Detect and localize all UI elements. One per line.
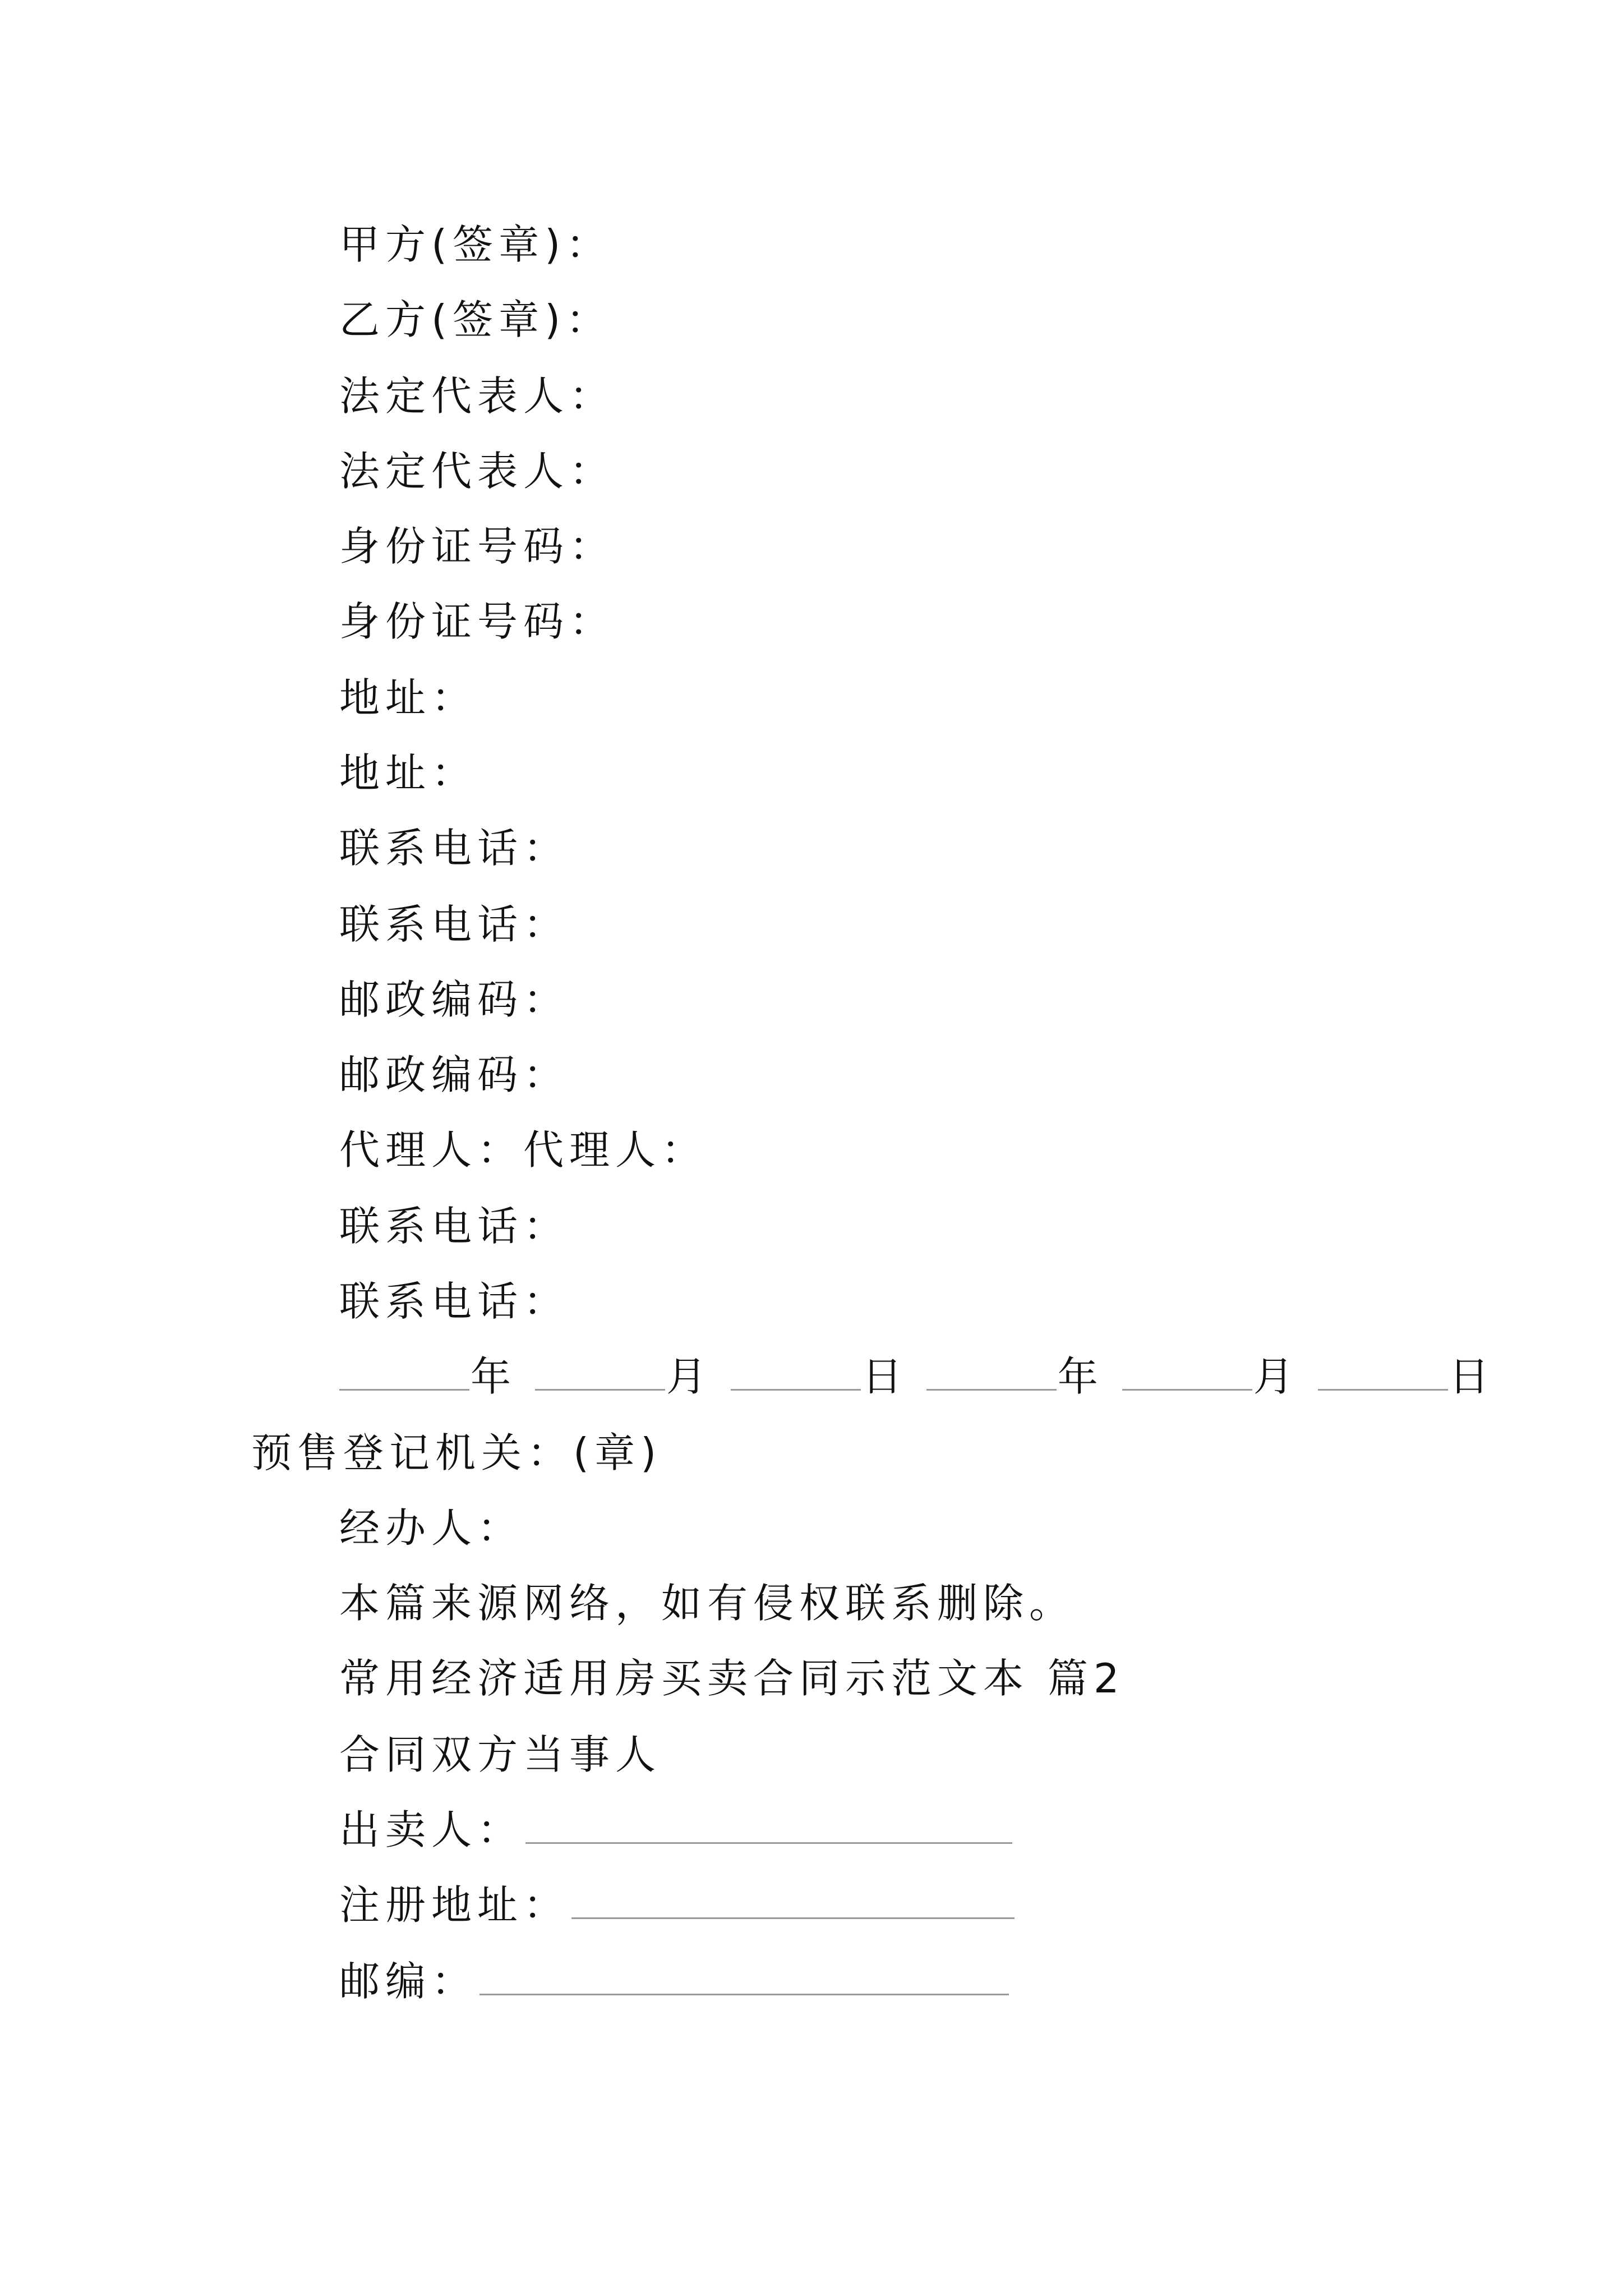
party-a-signature-label: 甲方(签章)：: [339, 221, 612, 268]
agent-labels: 代理人：代理人：: [339, 1126, 708, 1174]
address-label-a: 地址：: [339, 674, 478, 721]
phone-label-b: 联系电话：: [339, 901, 570, 948]
legal-representative-label-b: 法定代表人：: [339, 448, 616, 495]
address-label-b: 地址：: [339, 749, 478, 797]
registration-office-label: 预售登记机关：(章): [251, 1429, 662, 1476]
registered-address-line: [339, 1871, 1017, 1939]
id-number-label-a: 身份证号码：: [339, 523, 616, 570]
phone-label-a: 联系电话：: [339, 825, 570, 872]
date-unit-month: 月: [666, 1353, 712, 1400]
legal-representative-label-a: 法定代表人：: [339, 372, 616, 420]
postcode-label: 邮编：: [339, 1958, 478, 2005]
seller-label: 出卖人：: [339, 1806, 524, 1853]
parties-heading: 合同双方当事人: [339, 1731, 662, 1778]
seller-blank: [525, 1802, 1012, 1844]
party-b-signature-label: 乙方(签章)：: [339, 296, 612, 343]
postal-code-label-a: 邮政编码：: [339, 976, 570, 1023]
date-blank: [339, 1354, 469, 1391]
date-blank: [1318, 1354, 1448, 1391]
registered-address-label: 注册地址：: [339, 1881, 570, 1929]
date-blank: [926, 1354, 1057, 1391]
date-unit-day: 日: [861, 1353, 908, 1400]
id-number-label-b: 身份证号码：: [339, 598, 616, 645]
section-title: 常用经济适用房买卖合同示范文本 篇2: [339, 1655, 1125, 1702]
date-unit-year: 年: [1057, 1353, 1104, 1400]
date-blank: [535, 1354, 665, 1391]
date-unit-day: 日: [1449, 1353, 1495, 1400]
postcode-blank: [479, 1953, 1009, 1995]
agent-phone-label-b: 联系电话：: [339, 1278, 570, 1325]
postcode-line: [339, 1948, 1011, 2015]
date-blank: [731, 1354, 861, 1391]
agent-phone-label-a: 联系电话：: [339, 1203, 570, 1250]
source-note: 本篇来源网络，如有侵权联系删除。: [339, 1580, 1076, 1627]
date-unit-year: 年: [471, 1353, 517, 1400]
postal-code-label-b: 邮政编码：: [339, 1051, 570, 1098]
date-blank: [1122, 1354, 1252, 1391]
registered-address-blank: [571, 1877, 1015, 1919]
seller-line: [339, 1796, 1015, 1864]
signature-date-line: [339, 1343, 1495, 1410]
handler-label: 经办人：: [339, 1504, 524, 1552]
date-unit-month: 月: [1253, 1353, 1299, 1400]
